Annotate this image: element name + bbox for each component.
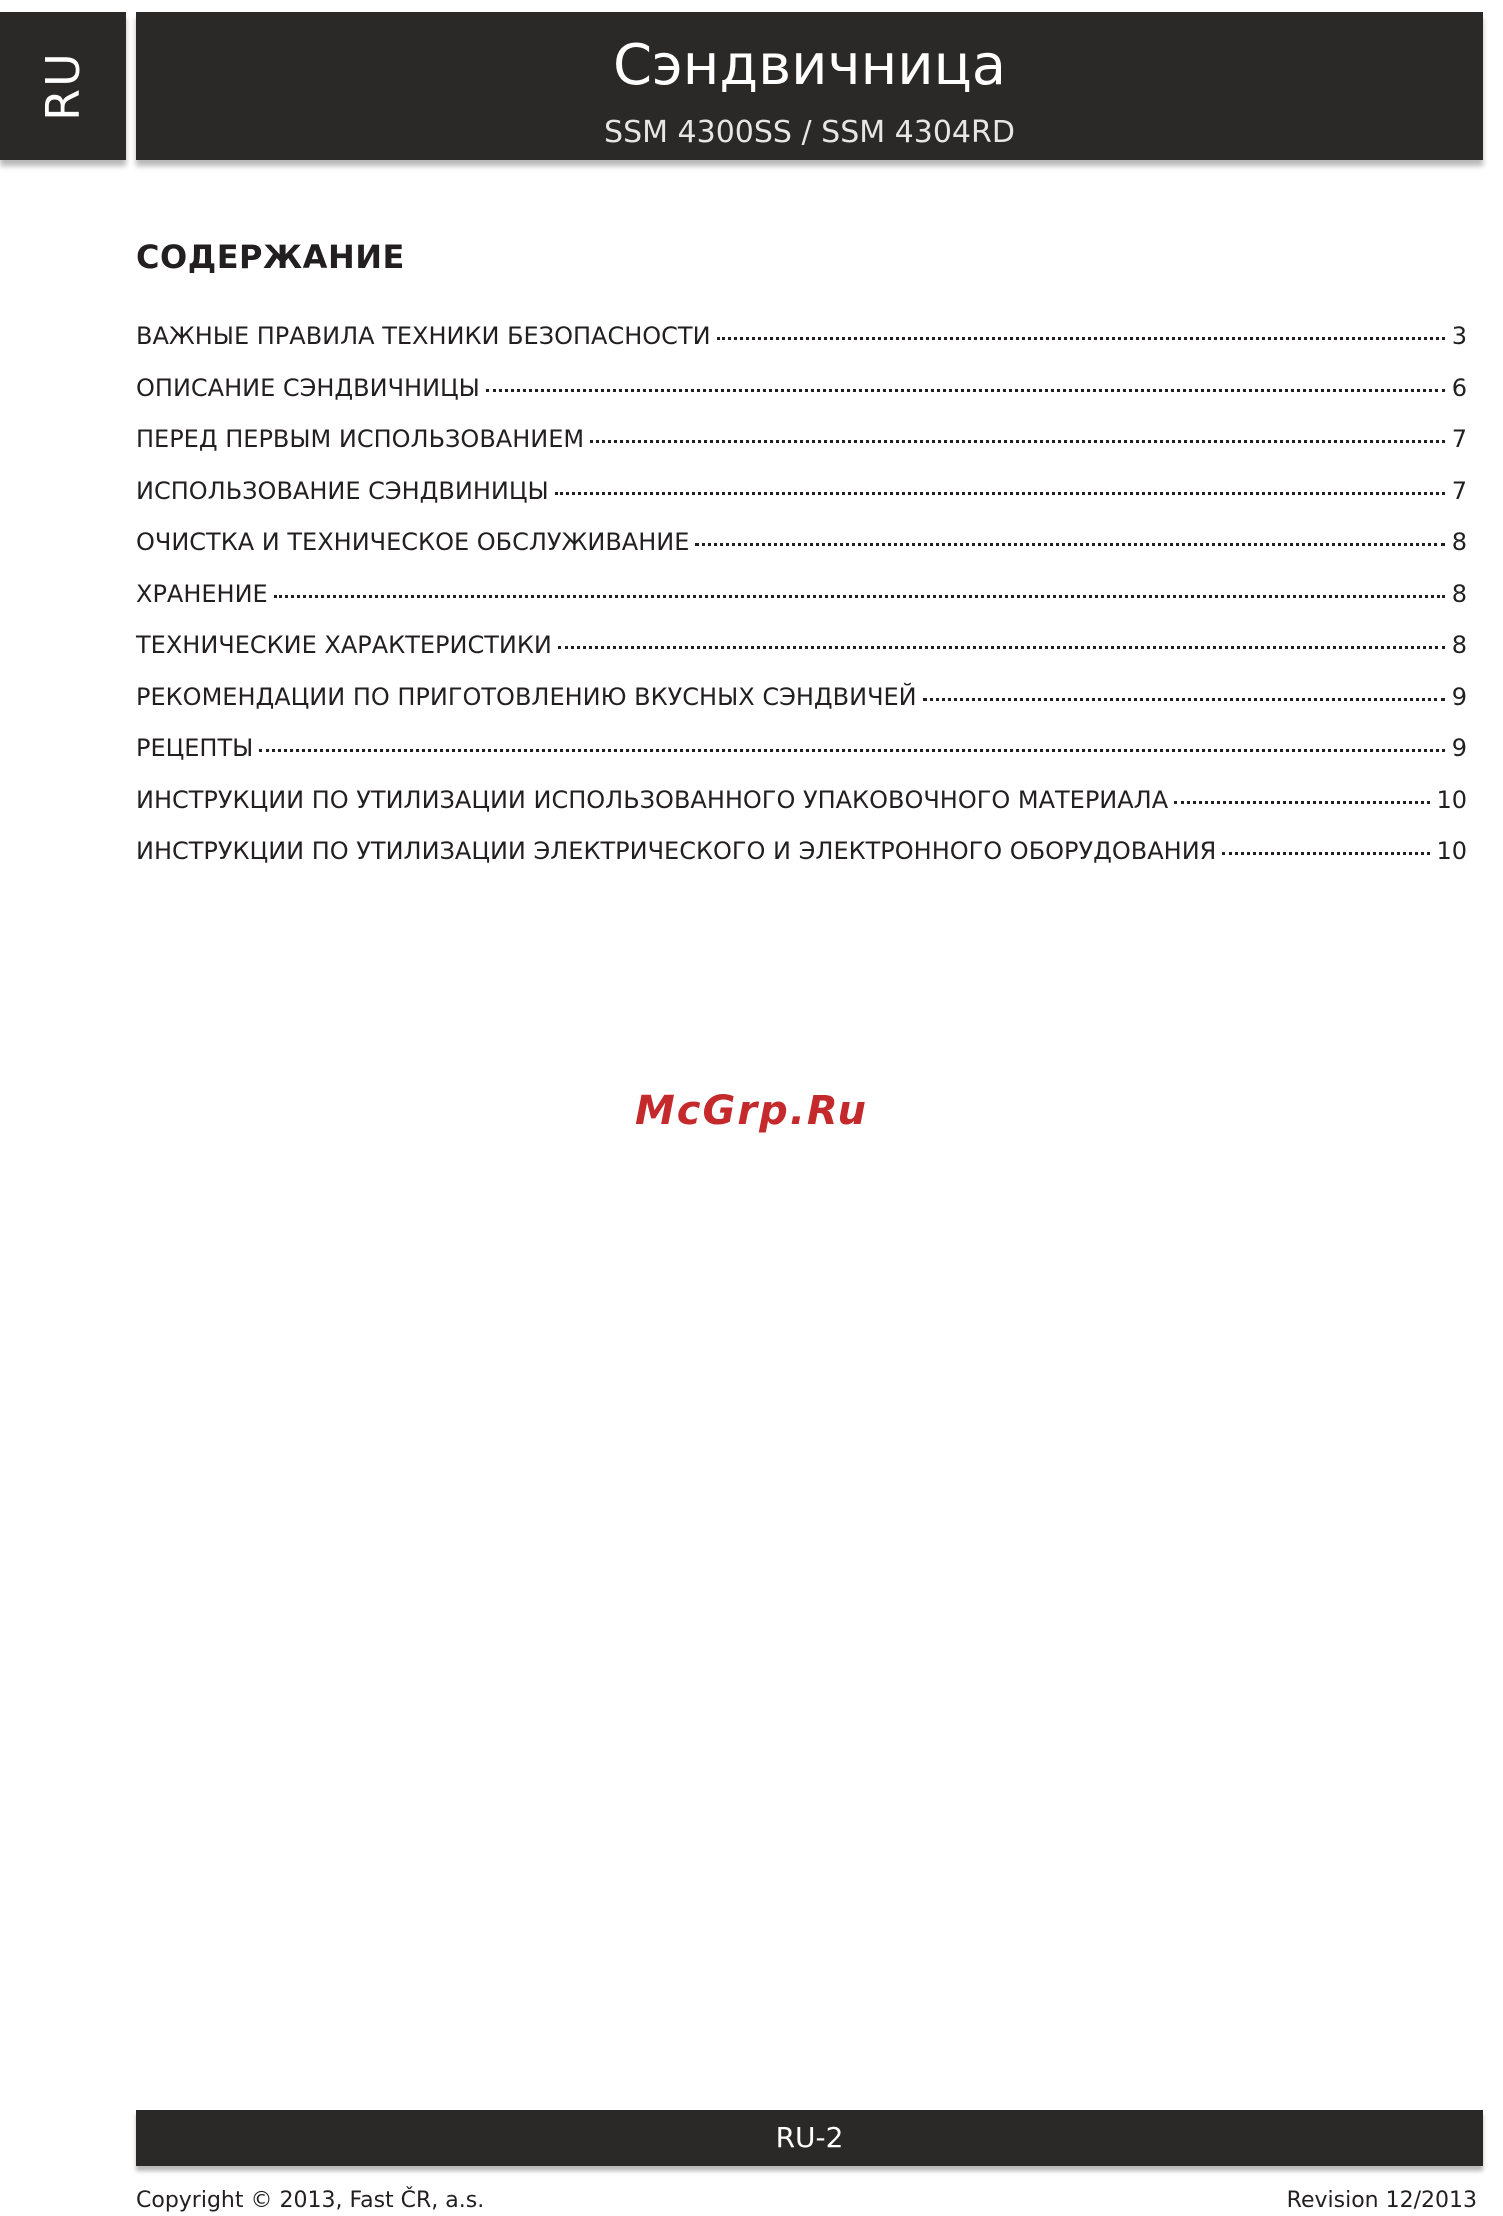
page-title: Сэндвичница [612, 33, 1007, 98]
footer-bar [136, 2110, 1483, 2166]
toc-entry-label: ВАЖНЫЕ ПРАВИЛА ТЕХНИКИ БЕЗОПАСНОСТИ [136, 322, 711, 350]
toc-entry-page: 8 [1451, 631, 1467, 659]
toc-entry-page: 6 [1451, 373, 1467, 402]
toc-entry[interactable] [136, 473, 1467, 525]
toc-entry[interactable] [136, 576, 1467, 628]
page-header [136, 12, 1483, 160]
toc-dot-leader [1174, 801, 1430, 804]
table-of-contents [136, 318, 1467, 885]
toc-entry-label: ОПИСАНИЕ СЭНДВИЧНИЦЫ [136, 373, 480, 402]
toc-entry-page: 3 [1451, 322, 1467, 350]
toc-entry-label: ИНСТРУКЦИИ ПО УТИЛИЗАЦИИ ИСПОЛЬЗОВАННОГО УПАКОВОЧНОГО МАТЕРИАЛА [136, 785, 1169, 814]
revision-text: Revision 12/2013 [1286, 2188, 1477, 2213]
toc-dot-leader [555, 492, 1445, 495]
toc-entry-label: РЕКОМЕНДАЦИИ ПО ПРИГОТОВЛЕНИЮ ВКУСНЫХ СЭНДВИЧЕЙ [136, 682, 917, 711]
toc-entry[interactable] [136, 782, 1467, 834]
model-numbers: SSM 4300SS / SSM 4304RD [604, 115, 1015, 150]
toc-entry-page: 9 [1451, 682, 1467, 711]
toc-dot-leader [923, 698, 1445, 701]
toc-entry[interactable] [136, 627, 1467, 679]
toc-entry[interactable] [136, 833, 1467, 885]
toc-entry[interactable] [136, 318, 1467, 370]
toc-entry-page: 7 [1451, 425, 1467, 453]
toc-entry-page: 8 [1451, 528, 1467, 556]
page-number: RU-2 [775, 2121, 844, 2154]
toc-dot-leader [486, 389, 1445, 392]
toc-dot-leader [259, 749, 1445, 752]
toc-dot-leader [558, 646, 1445, 649]
language-code: RU [36, 51, 90, 121]
watermark: McGrp.Ru [635, 1088, 868, 1134]
toc-entry-page: 10 [1436, 837, 1467, 865]
toc-entry[interactable] [136, 370, 1467, 422]
toc-entry-page: 9 [1451, 734, 1467, 762]
toc-heading: СОДЕРЖАНИЕ [136, 238, 405, 276]
toc-dot-leader [1222, 852, 1430, 855]
toc-entry-label: ПЕРЕД ПЕРВЫМ ИСПОЛЬЗОВАНИЕМ [136, 425, 585, 453]
toc-entry-label: ИНСТРУКЦИИ ПО УТИЛИЗАЦИИ ЭЛЕКТРИЧЕСКОГО И ЭЛЕКТРОННОГО ОБОРУДОВАНИЯ [136, 837, 1217, 865]
toc-entry[interactable] [136, 730, 1467, 782]
toc-dot-leader [590, 440, 1445, 443]
toc-entry[interactable] [136, 679, 1467, 731]
toc-entry-label: ХРАНЕНИЕ [136, 579, 268, 608]
toc-entry-label: ТЕХНИЧЕСКИЕ ХАРАКТЕРИСТИКИ [136, 631, 552, 659]
copyright-text: Copyright © 2013, Fast ČR, a.s. [136, 2188, 485, 2213]
toc-entry-page: 8 [1451, 579, 1467, 608]
toc-dot-leader [695, 543, 1445, 546]
toc-entry-page: 7 [1451, 476, 1467, 505]
toc-entry[interactable] [136, 421, 1467, 473]
toc-entry-label: ИСПОЛЬЗОВАНИЕ СЭНДВИНИЦЫ [136, 476, 549, 505]
toc-entry-label: ОЧИСТКА И ТЕХНИЧЕСКОЕ ОБСЛУЖИВАНИЕ [136, 528, 690, 556]
toc-dot-leader [274, 595, 1445, 598]
language-tab [0, 12, 126, 160]
toc-entry[interactable] [136, 524, 1467, 576]
toc-dot-leader [717, 337, 1445, 340]
toc-entry-page: 10 [1436, 785, 1467, 814]
toc-entry-label: РЕЦЕПТЫ [136, 734, 254, 762]
